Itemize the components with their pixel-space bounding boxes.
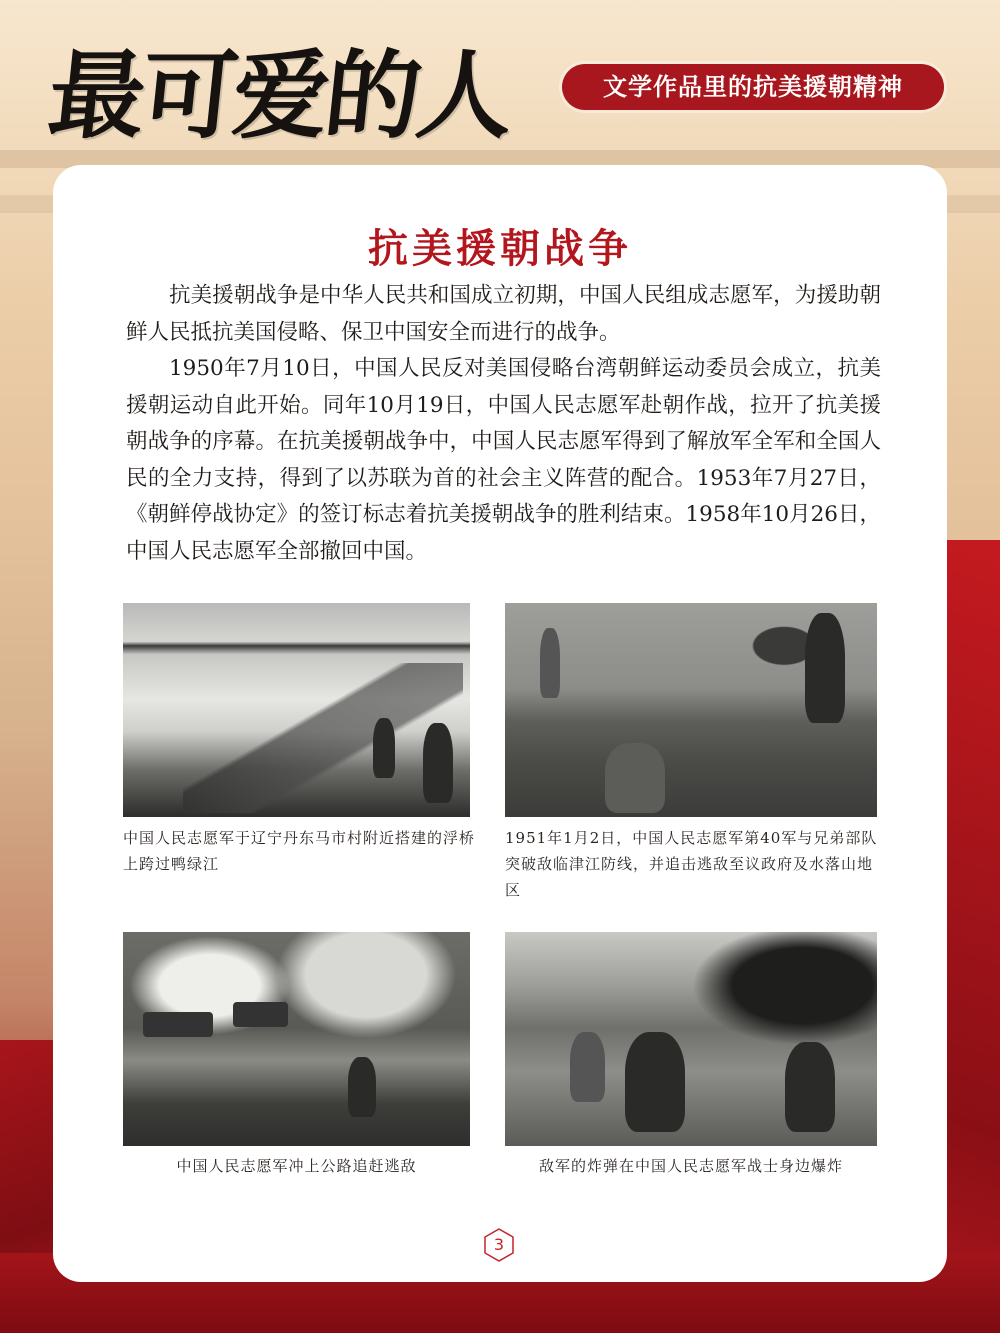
photo-detail bbox=[805, 613, 845, 723]
photo-detail bbox=[233, 1002, 288, 1027]
subtitle-pill: 文学作品里的抗美援朝精神 bbox=[562, 64, 944, 110]
photo-caption: 敌军的炸弹在中国人民志愿军战士身边爆炸 bbox=[538, 1157, 843, 1175]
photo-bomb-explosion bbox=[505, 932, 877, 1146]
photo-detail bbox=[423, 723, 453, 803]
photo-detail bbox=[785, 1042, 835, 1132]
page-number bbox=[482, 1228, 516, 1262]
photo-linjin-river bbox=[505, 603, 877, 817]
article-heading: 抗美援朝战争 bbox=[368, 225, 632, 272]
photo-detail bbox=[570, 1032, 605, 1102]
photo-yalu-crossing bbox=[123, 603, 470, 817]
photo-detail bbox=[540, 628, 560, 698]
photo-detail bbox=[625, 1032, 685, 1132]
photo-detail bbox=[183, 663, 463, 813]
photo-caption: 中国人民志愿军于辽宁丹东马市村附近搭建的浮桥上跨过鸭绿江 bbox=[123, 829, 476, 873]
photo-detail bbox=[348, 1057, 376, 1117]
photo-detail bbox=[605, 743, 665, 813]
photo-detail bbox=[143, 1012, 213, 1037]
content-card bbox=[53, 165, 947, 1282]
article-body bbox=[126, 278, 881, 570]
photo-caption: 1951年1月2日，中国人民志愿军第40军与兄弟部队突破敌临津江防线，并追击逃敌至议政府及水落山地区 bbox=[505, 829, 878, 899]
photo-caption: 中国人民志愿军冲上公路追赶逃敌 bbox=[176, 1157, 417, 1175]
photo-road-pursuit bbox=[123, 932, 470, 1146]
photo-detail bbox=[373, 718, 395, 778]
paragraph: 1950年7月10日，中国人民反对美国侵略台湾朝鲜运动委员会成立，抗美援朝运动自此开始。同年10月19日，中国人民志愿军赴朝作战，拉开了抗美援朝战争的序幕。在抗美援朝战争中，中国人民志愿军得到了解放军全军和全国人民的全力支持，得到了以苏联为首的社会主义阵营的配合。1953年7月27日，《朝鲜停战协定》的签订标志着抗美援朝战争的胜利结束。1958年10月26日，中国人民志愿军全部撤回中国。 bbox=[126, 356, 881, 564]
page-number-label: 3 bbox=[493, 1235, 505, 1254]
page-title: 最可爱的人 bbox=[43, 39, 516, 152]
paragraph: 抗美援朝战争是中华人民共和国成立初期，中国人民组成志愿军，为援助朝鲜人民抵抗美国侵略、保卫中国安全而进行的战争。 bbox=[126, 283, 881, 345]
